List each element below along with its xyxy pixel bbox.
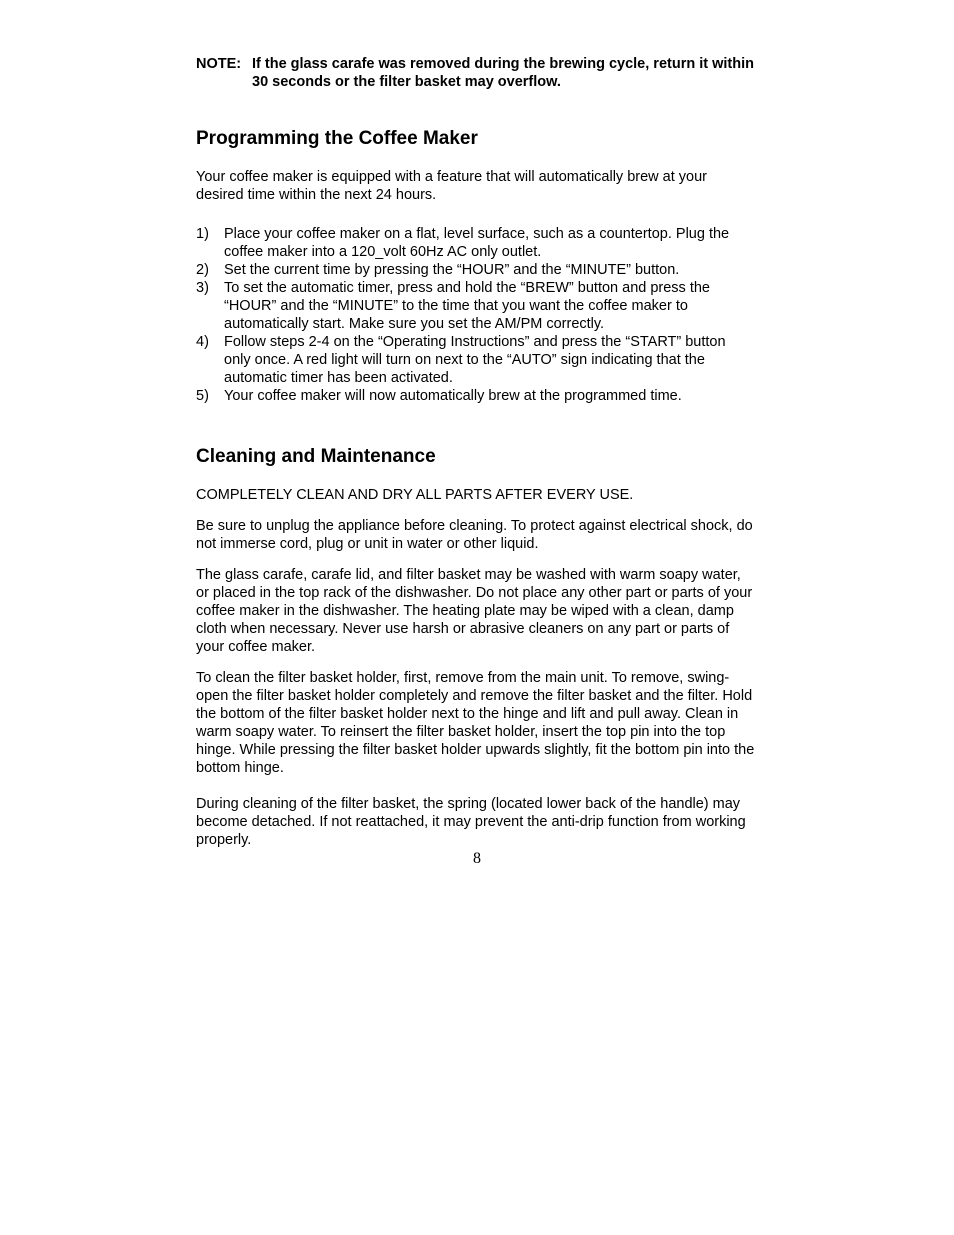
step-number: 5) — [196, 388, 209, 404]
step-text: Set the current time by pressing the “HOUR” and the “MINUTE” button. — [224, 262, 680, 278]
cleaning-paragraph: The glass carafe, carafe lid, and filter basket may be washed with warm soapy water, or placed in the top rack of the dishwasher. Do not place any other part or parts of your coffee maker in the dishwasher. The heating plate may be wiped with a clean, damp cloth when necessary. Never use harsh or abrasive cleaners on any part or parts of your coffee maker. — [196, 567, 753, 655]
step-text: Follow steps 2-4 on the “Operating Instructions” and press the “START” button only once. A red light will turn on next to the “AUTO” sign indicating that the automatic timer has been activated. — [224, 334, 726, 386]
programming-steps — [196, 225, 756, 405]
cleaning-heading: Cleaning and Maintenance — [196, 446, 436, 467]
page-number: 8 — [473, 850, 481, 867]
note-label: NOTE: — [196, 56, 242, 72]
programming-intro: Your coffee maker is equipped with a feature that will automatically brew at your desired time within the next 24 hours. — [196, 169, 707, 203]
note-text: If the glass carafe was removed during the brewing cycle, return it within 30 seconds or the filter basket may overflow. — [252, 56, 754, 90]
note-block — [196, 55, 756, 91]
step-number: 3) — [196, 280, 209, 296]
step-text: Your coffee maker will now automatically brew at the programmed time. — [224, 388, 682, 404]
step-text: Place your coffee maker on a flat, level surface, such as a countertop. Plug the coffee maker into a 120_volt 60Hz AC only outlet. — [224, 226, 730, 260]
programming-heading: Programming the Coffee Maker — [196, 128, 478, 149]
step-item — [196, 279, 756, 333]
step-number: 2) — [196, 262, 209, 278]
document-page — [196, 55, 756, 849]
step-number: 4) — [196, 334, 209, 350]
step-item — [196, 225, 756, 261]
cleaning-paragraph: To clean the filter basket holder, first, remove from the main unit. To remove, swing-open the filter basket holder completely and remove the filter basket and the filter. Hold the bottom of the filter basket holder next to the hinge and lift and pull away. Clean in warm soapy water. To reinsert the filter basket holder, insert the top pin into the top hinge. While pressing the filter basket holder upwards slightly, fit the bottom pin into the bottom hinge. — [196, 670, 755, 776]
cleaning-paragraph: COMPLETELY CLEAN AND DRY ALL PARTS AFTER EVERY USE. — [196, 487, 634, 503]
step-text: To set the automatic timer, press and hold the “BREW” button and press the “HOUR” and the “MINUTE” to the time that you want the coffee maker to automatically start. Make sure you set the AM/PM correctly. — [224, 280, 710, 332]
step-item — [196, 261, 756, 279]
cleaning-paragraph: Be sure to unplug the appliance before cleaning. To protect against electrical shock, do not immerse cord, plug or unit in water or other liquid. — [196, 518, 753, 552]
step-number: 1) — [196, 226, 209, 242]
step-item — [196, 387, 756, 405]
step-item — [196, 333, 756, 387]
cleaning-paragraph: During cleaning of the filter basket, the spring (located lower back of the handle) may become detached. If not reattached, it may prevent the anti-drip function from working properly. — [196, 796, 746, 848]
